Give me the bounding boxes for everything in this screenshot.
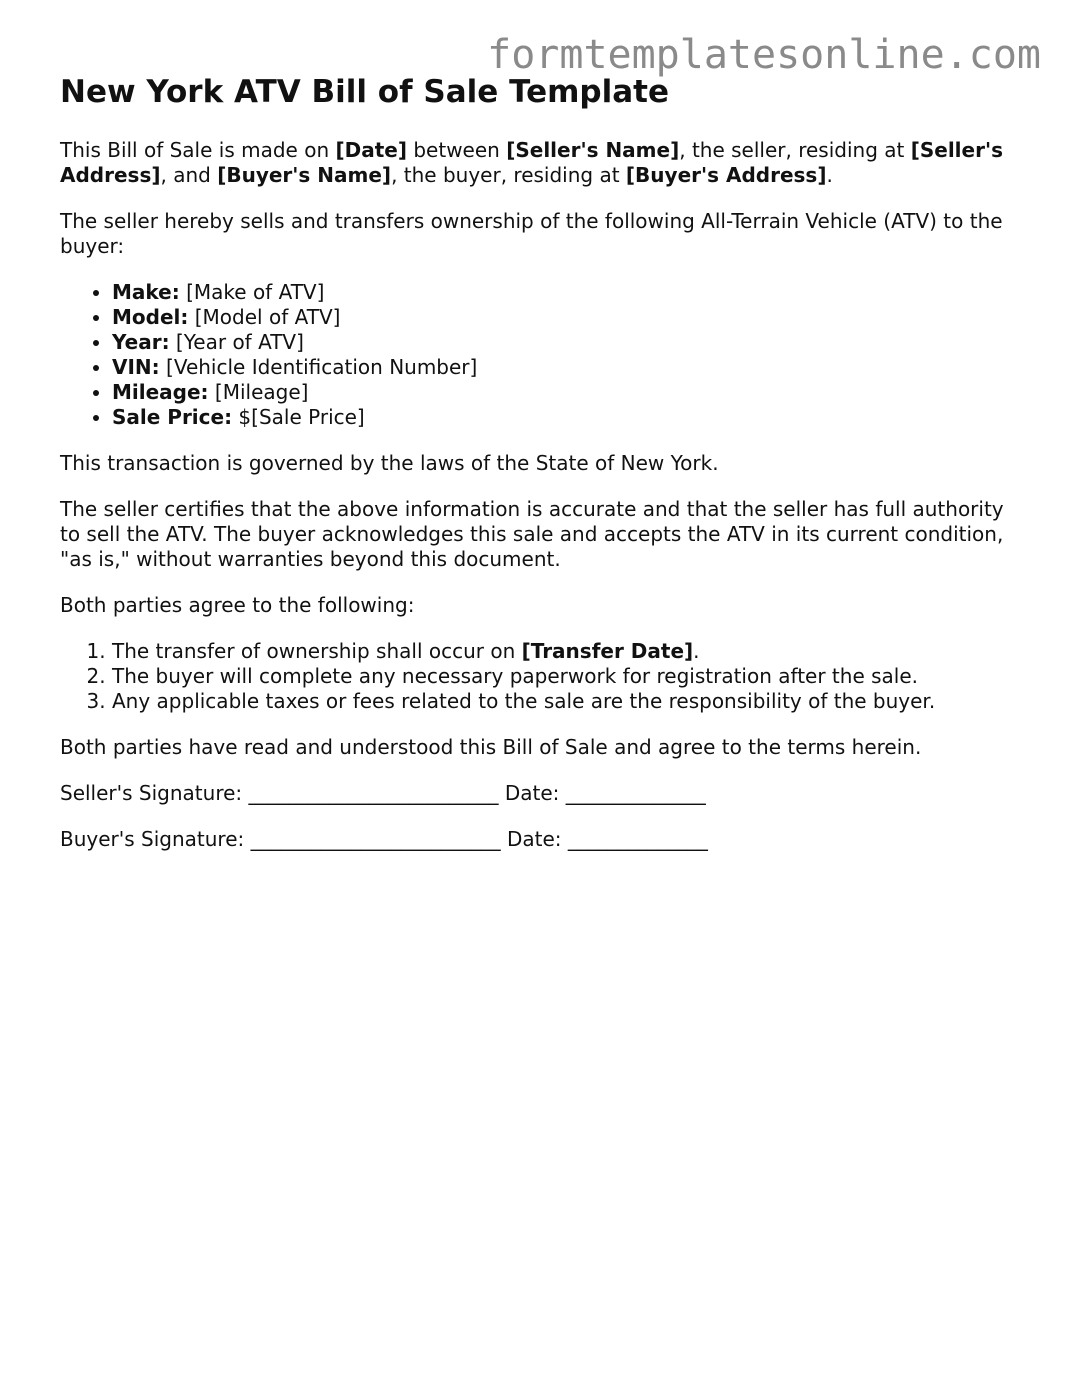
- agreement-intro: Both parties agree to the following:: [60, 593, 415, 617]
- date-placeholder: [Date]: [335, 138, 407, 162]
- detail-label: Mileage:: [112, 380, 209, 404]
- intro-text: .: [826, 163, 833, 187]
- buyer-signature-line: Buyer's Signature: _________________________ Date: ______________: [60, 827, 708, 851]
- certification-paragraph: The seller certifies that the above information is accurate and that the seller has full authority to sell the ATV. The buyer acknowledges this sale and accepts the ATV in its current condition, "as is," without warranties beyond this document.: [60, 497, 1004, 571]
- list-item: [112, 405, 1020, 430]
- detail-value: [Make of ATV]: [179, 280, 325, 304]
- detail-value: [Vehicle Identification Number]: [159, 355, 478, 379]
- detail-value: [Model of ATV]: [188, 305, 341, 329]
- list-item: [112, 280, 1020, 305]
- intro-text: , the seller, residing at: [679, 138, 911, 162]
- detail-label: Sale Price:: [112, 405, 233, 429]
- list-item: [112, 330, 1020, 355]
- transfer-date-placeholder: [Transfer Date]: [521, 639, 694, 663]
- transfer-statement: The seller hereby sells and transfers ownership of the following All-Terrain Vehicle (ATV) to the buyer:: [60, 209, 1003, 258]
- detail-label: VIN:: [112, 355, 160, 379]
- governing-law: This transaction is governed by the laws of the State of New York.: [60, 451, 719, 475]
- document-body: [60, 72, 1020, 873]
- list-item: [112, 305, 1020, 330]
- intro-paragraph: [60, 138, 1020, 188]
- list-item: [112, 355, 1020, 380]
- seller-address-placeholder: [Seller's Address]: [60, 138, 1003, 187]
- buyer-address-placeholder: [Buyer's Address]: [625, 163, 827, 187]
- intro-text: between: [407, 138, 507, 162]
- detail-value: $[Sale Price]: [232, 405, 365, 429]
- intro-text: , and: [160, 163, 218, 187]
- closing-paragraph: Both parties have read and understood this Bill of Sale and agree to the terms herein.: [60, 735, 922, 759]
- seller-signature-line: Seller's Signature: _________________________ Date: ______________: [60, 781, 706, 805]
- vehicle-details-list: [60, 280, 1020, 430]
- list-item: 2. The buyer will complete any necessary paperwork for registration after the sale.: [112, 664, 1020, 689]
- list-item: [112, 380, 1020, 405]
- list-item: 3. Any applicable taxes or fees related to the sale are the responsibility of the buyer.: [112, 689, 1020, 714]
- detail-label: Make:: [112, 280, 180, 304]
- detail-value: [Mileage]: [208, 380, 309, 404]
- intro-text: This Bill of Sale is made on: [60, 138, 336, 162]
- seller-name-placeholder: [Seller's Name]: [506, 138, 680, 162]
- list-item: [112, 639, 1020, 664]
- detail-label: Model:: [112, 305, 189, 329]
- page-title: New York ATV Bill of Sale Template: [60, 74, 670, 110]
- watermark: formtemplatesonline.com: [487, 32, 1041, 78]
- terms-list: [60, 639, 1020, 714]
- detail-label: Year:: [112, 330, 170, 354]
- buyer-name-placeholder: [Buyer's Name]: [217, 163, 392, 187]
- term-text: The transfer of ownership shall occur on: [112, 639, 522, 663]
- intro-text: , the buyer, residing at: [391, 163, 626, 187]
- detail-value: [Year of ATV]: [169, 330, 304, 354]
- term-text: .: [693, 639, 700, 663]
